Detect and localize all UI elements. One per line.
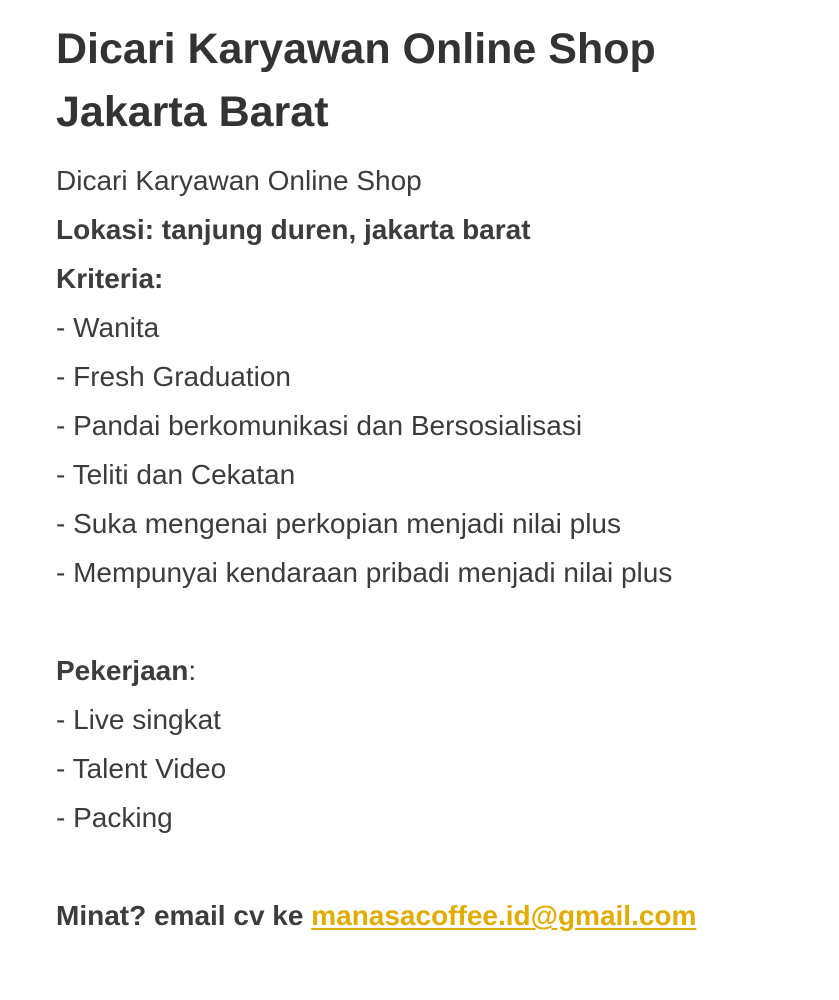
intro-text: Dicari Karyawan Online Shop — [56, 165, 422, 196]
list-item: - Pandai berkomunikasi dan Bersosialisasi — [56, 410, 583, 441]
contact-line — [56, 891, 839, 940]
post-body — [56, 156, 839, 940]
spacer — [56, 842, 839, 891]
spacer — [56, 597, 839, 646]
jobs-heading-line — [56, 646, 839, 695]
list-item: - Wanita — [56, 312, 160, 343]
contact-prefix: Minat? email cv ke — [56, 900, 312, 931]
jobs-heading-colon: : — [188, 655, 197, 686]
list-item: - Mempunyai kendaraan pribadi menjadi nilai plus — [56, 557, 673, 588]
list-item: - Teliti dan Cekatan — [56, 459, 296, 490]
list-item: - Suka mengenai perkopian menjadi nilai plus — [56, 508, 622, 539]
list-item: - Packing — [56, 802, 173, 833]
list-item: - Live singkat — [56, 704, 221, 735]
criteria-list — [56, 303, 839, 597]
location-text: Lokasi: tanjung duren, jakarta barat — [56, 214, 531, 245]
criteria-heading: Kriteria: — [56, 263, 164, 294]
jobs-heading: Pekerjaan — [56, 655, 189, 686]
page-title: Dicari Karyawan Online Shop Jakarta Barat — [56, 25, 656, 136]
jobs-list — [56, 695, 839, 842]
list-item: - Fresh Graduation — [56, 361, 291, 392]
list-item: - Talent Video — [56, 753, 227, 784]
email-link[interactable]: manasacoffee.id@gmail.com — [311, 900, 697, 931]
